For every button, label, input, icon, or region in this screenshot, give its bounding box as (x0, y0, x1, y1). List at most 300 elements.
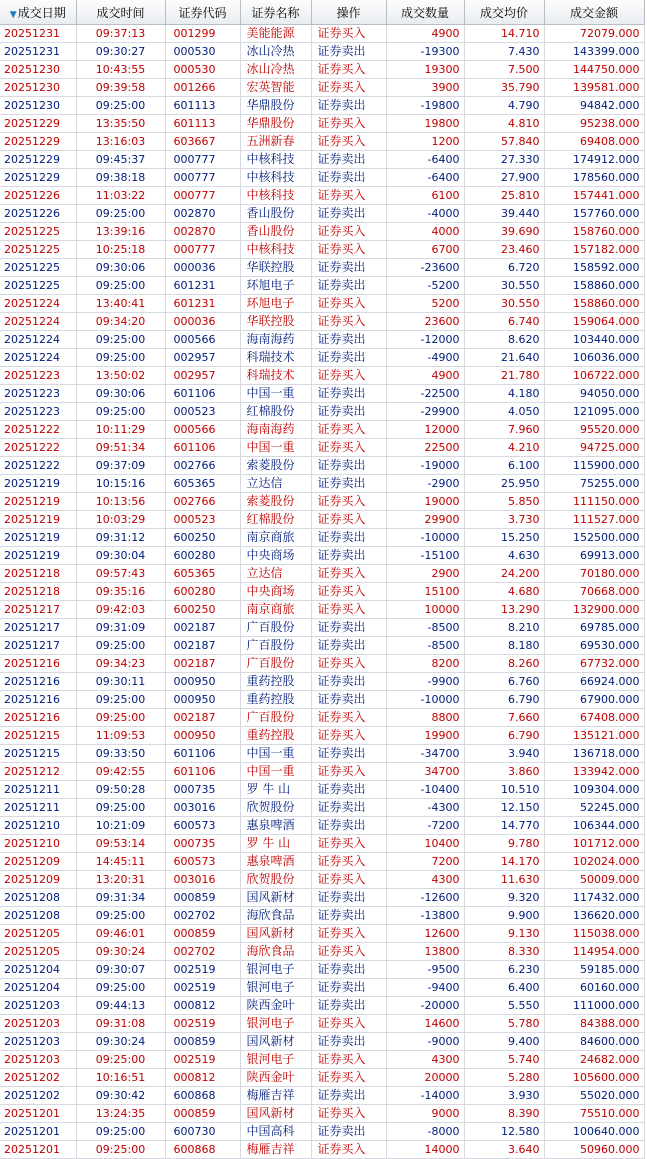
security-code-cell: 000530 (165, 43, 240, 61)
table-row[interactable] (0, 817, 644, 835)
security-name-cell: 香山股份 (240, 205, 311, 223)
amount-cell: 132900.000 (544, 601, 644, 619)
trade-date-cell: 20251215 (0, 727, 76, 745)
amount-cell: 121095.000 (544, 403, 644, 421)
quantity-cell: 10400 (386, 835, 464, 853)
trade-date-cell: 20251216 (0, 655, 76, 673)
security-name-cell: 中国一重 (240, 385, 311, 403)
security-name-cell: 广百股份 (240, 637, 311, 655)
avg-price-cell: 35.790 (464, 79, 544, 97)
column-header-security-name[interactable] (240, 0, 311, 25)
security-code-cell: 000812 (165, 997, 240, 1015)
security-code-cell: 002187 (165, 709, 240, 727)
quantity-cell: 12600 (386, 925, 464, 943)
table-row[interactable] (0, 547, 644, 565)
amount-cell: 67732.000 (544, 655, 644, 673)
table-row[interactable] (0, 1051, 644, 1069)
column-header-security-code[interactable] (165, 0, 240, 25)
table-row[interactable] (0, 781, 644, 799)
trade-time-cell: 09:30:07 (76, 961, 165, 979)
amount-cell: 143399.000 (544, 43, 644, 61)
table-row[interactable] (0, 529, 644, 547)
table-row[interactable] (0, 493, 644, 511)
column-header-label: 成交金额 (569, 5, 618, 20)
quantity-cell: -9900 (386, 673, 464, 691)
avg-price-cell: 6.740 (464, 313, 544, 331)
amount-cell: 95238.000 (544, 115, 644, 133)
amount-cell: 178560.000 (544, 169, 644, 187)
table-row[interactable] (0, 961, 644, 979)
table-row[interactable] (0, 655, 644, 673)
avg-price-cell: 4.630 (464, 547, 544, 565)
security-code-cell: 000777 (165, 151, 240, 169)
table-row[interactable] (0, 115, 644, 133)
trade-date-cell: 20251222 (0, 439, 76, 457)
avg-price-cell: 39.690 (464, 223, 544, 241)
table-row[interactable] (0, 367, 644, 385)
quantity-cell: -23600 (386, 259, 464, 277)
table-row[interactable] (0, 61, 644, 79)
column-header-avg-price[interactable] (464, 0, 544, 25)
trade-time-cell: 09:25:00 (76, 277, 165, 295)
trade-time-cell: 09:30:06 (76, 259, 165, 277)
operation-cell: 证券买入 (311, 493, 386, 511)
trade-time-cell: 09:25:00 (76, 97, 165, 115)
table-row[interactable] (0, 439, 644, 457)
operation-cell: 证券卖出 (311, 637, 386, 655)
column-header-operation[interactable] (311, 0, 386, 25)
quantity-cell: 6100 (386, 187, 464, 205)
quantity-cell: -8500 (386, 637, 464, 655)
amount-cell: 106036.000 (544, 349, 644, 367)
operation-cell: 证券买入 (311, 61, 386, 79)
security-code-cell: 000735 (165, 835, 240, 853)
security-name-cell: 红棉股份 (240, 403, 311, 421)
table-row[interactable] (0, 1105, 644, 1123)
quantity-cell: -5200 (386, 277, 464, 295)
quantity-cell: -6400 (386, 151, 464, 169)
trade-date-cell: 20251231 (0, 25, 76, 43)
amount-cell: 115038.000 (544, 925, 644, 943)
trade-time-cell: 09:25:00 (76, 403, 165, 421)
trade-time-cell: 09:25:00 (76, 709, 165, 727)
quantity-cell: 1200 (386, 133, 464, 151)
trade-time-cell: 09:42:03 (76, 601, 165, 619)
amount-cell: 139581.000 (544, 79, 644, 97)
avg-price-cell: 25.810 (464, 187, 544, 205)
avg-price-cell: 25.950 (464, 475, 544, 493)
avg-price-cell: 4.050 (464, 403, 544, 421)
trade-date-cell: 20251226 (0, 187, 76, 205)
operation-cell: 证券卖出 (311, 1087, 386, 1105)
trade-date-cell: 20251215 (0, 745, 76, 763)
amount-cell: 50009.000 (544, 871, 644, 889)
operation-cell: 证券买入 (311, 115, 386, 133)
table-row[interactable] (0, 313, 644, 331)
amount-cell: 67900.000 (544, 691, 644, 709)
avg-price-cell: 14.170 (464, 853, 544, 871)
quantity-cell: -10000 (386, 529, 464, 547)
operation-cell: 证券卖出 (311, 457, 386, 475)
table-row[interactable] (0, 673, 644, 691)
column-header-amount[interactable] (544, 0, 644, 25)
trade-date-cell: 20251208 (0, 907, 76, 925)
amount-cell: 59185.000 (544, 961, 644, 979)
table-row[interactable] (0, 997, 644, 1015)
quantity-cell: 22500 (386, 439, 464, 457)
table-row[interactable] (0, 1123, 644, 1141)
amount-cell: 94050.000 (544, 385, 644, 403)
avg-price-cell: 7.430 (464, 43, 544, 61)
security-code-cell: 002187 (165, 655, 240, 673)
quantity-cell: 4900 (386, 25, 464, 43)
trade-date-cell: 20251205 (0, 943, 76, 961)
avg-price-cell: 4.210 (464, 439, 544, 457)
trade-time-cell: 09:53:14 (76, 835, 165, 853)
avg-price-cell: 4.680 (464, 583, 544, 601)
security-name-cell: 惠泉啤酒 (240, 817, 311, 835)
security-name-cell: 重药控股 (240, 727, 311, 745)
security-name-cell: 陕西金叶 (240, 1069, 311, 1087)
table-row[interactable] (0, 133, 644, 151)
table-row[interactable] (0, 565, 644, 583)
security-code-cell: 000859 (165, 889, 240, 907)
amount-cell: 117432.000 (544, 889, 644, 907)
table-row[interactable] (0, 601, 644, 619)
operation-cell: 证券卖出 (311, 331, 386, 349)
trade-date-cell: 20251229 (0, 115, 76, 133)
avg-price-cell: 6.760 (464, 673, 544, 691)
quantity-cell: -19300 (386, 43, 464, 61)
amount-cell: 24682.000 (544, 1051, 644, 1069)
table-row[interactable] (0, 79, 644, 97)
amount-cell: 111150.000 (544, 493, 644, 511)
security-code-cell: 000950 (165, 727, 240, 745)
security-code-cell: 605365 (165, 565, 240, 583)
table-row[interactable] (0, 385, 644, 403)
table-row[interactable] (0, 169, 644, 187)
operation-cell: 证券买入 (311, 511, 386, 529)
quantity-cell: 14600 (386, 1015, 464, 1033)
operation-cell: 证券买入 (311, 187, 386, 205)
trade-time-cell: 10:11:29 (76, 421, 165, 439)
table-body (0, 25, 644, 1159)
table-row[interactable] (0, 223, 644, 241)
table-row[interactable] (0, 871, 644, 889)
table-row[interactable] (0, 637, 644, 655)
avg-price-cell: 30.550 (464, 277, 544, 295)
trade-date-cell: 20251203 (0, 997, 76, 1015)
quantity-cell: -22500 (386, 385, 464, 403)
avg-price-cell: 9.400 (464, 1033, 544, 1051)
table-row[interactable] (0, 475, 644, 493)
quantity-cell: -29900 (386, 403, 464, 421)
table-row[interactable] (0, 943, 644, 961)
trade-time-cell: 09:30:04 (76, 547, 165, 565)
trade-time-cell: 09:46:01 (76, 925, 165, 943)
table-row[interactable] (0, 97, 644, 115)
column-header-trade-time[interactable] (76, 0, 165, 25)
quantity-cell: 9000 (386, 1105, 464, 1123)
amount-cell: 70180.000 (544, 565, 644, 583)
security-name-cell: 银河电子 (240, 1015, 311, 1033)
table-row[interactable] (0, 421, 644, 439)
table-row[interactable] (0, 403, 644, 421)
trade-date-cell: 20251230 (0, 79, 76, 97)
operation-cell: 证券卖出 (311, 673, 386, 691)
trade-date-cell: 20251202 (0, 1087, 76, 1105)
table-row[interactable] (0, 799, 644, 817)
trade-date-cell: 20251211 (0, 781, 76, 799)
security-name-cell: 冰山冷热 (240, 43, 311, 61)
avg-price-cell: 8.210 (464, 619, 544, 637)
trade-date-cell: 20251210 (0, 817, 76, 835)
trade-time-cell: 09:30:42 (76, 1087, 165, 1105)
trade-date-cell: 20251229 (0, 133, 76, 151)
avg-price-cell: 8.330 (464, 943, 544, 961)
trade-time-cell: 10:03:29 (76, 511, 165, 529)
operation-cell: 证券买入 (311, 1069, 386, 1087)
trade-time-cell: 09:44:13 (76, 997, 165, 1015)
avg-price-cell: 8.620 (464, 331, 544, 349)
amount-cell: 158860.000 (544, 277, 644, 295)
security-code-cell: 002702 (165, 907, 240, 925)
avg-price-cell: 15.250 (464, 529, 544, 547)
table-row[interactable] (0, 259, 644, 277)
trade-time-cell: 09:30:06 (76, 385, 165, 403)
table-row[interactable] (0, 43, 644, 61)
avg-price-cell: 39.440 (464, 205, 544, 223)
table-row[interactable] (0, 889, 644, 907)
amount-cell: 84388.000 (544, 1015, 644, 1033)
trade-date-cell: 20251225 (0, 241, 76, 259)
quantity-cell: 34700 (386, 763, 464, 781)
security-name-cell: 重药控股 (240, 673, 311, 691)
operation-cell: 证券卖出 (311, 547, 386, 565)
avg-price-cell: 5.550 (464, 997, 544, 1015)
table-row[interactable] (0, 1033, 644, 1051)
security-name-cell: 科瑞技术 (240, 349, 311, 367)
operation-cell: 证券买入 (311, 871, 386, 889)
trade-time-cell: 11:09:53 (76, 727, 165, 745)
security-code-cell: 002187 (165, 637, 240, 655)
quantity-cell: 2900 (386, 565, 464, 583)
security-code-cell: 001299 (165, 25, 240, 43)
column-header-quantity[interactable] (386, 0, 464, 25)
trade-date-cell: 20251225 (0, 277, 76, 295)
security-code-cell: 601231 (165, 295, 240, 313)
security-code-cell: 002957 (165, 349, 240, 367)
amount-cell: 158860.000 (544, 295, 644, 313)
table-row[interactable] (0, 331, 644, 349)
avg-price-cell: 6.790 (464, 727, 544, 745)
security-code-cell: 601106 (165, 385, 240, 403)
quantity-cell: 7200 (386, 853, 464, 871)
table-row[interactable] (0, 1069, 644, 1087)
trade-time-cell: 09:25:00 (76, 799, 165, 817)
trade-date-cell: 20251218 (0, 583, 76, 601)
security-name-cell: 中国一重 (240, 763, 311, 781)
table-row[interactable] (0, 241, 644, 259)
security-name-cell: 香山股份 (240, 223, 311, 241)
quantity-cell: -13800 (386, 907, 464, 925)
avg-price-cell: 9.900 (464, 907, 544, 925)
security-name-cell: 冰山冷热 (240, 61, 311, 79)
security-name-cell: 南京商旅 (240, 529, 311, 547)
security-code-cell: 000777 (165, 169, 240, 187)
operation-cell: 证券卖出 (311, 691, 386, 709)
operation-cell: 证券卖出 (311, 1123, 386, 1141)
trade-date-cell: 20251208 (0, 889, 76, 907)
trade-date-cell: 20251224 (0, 295, 76, 313)
security-name-cell: 中国高科 (240, 1123, 311, 1141)
security-code-cell: 002519 (165, 961, 240, 979)
table-row[interactable] (0, 727, 644, 745)
amount-cell: 69530.000 (544, 637, 644, 655)
security-name-cell: 华联控股 (240, 259, 311, 277)
table-row[interactable] (0, 709, 644, 727)
table-row[interactable] (0, 187, 644, 205)
operation-cell: 证券买入 (311, 367, 386, 385)
table-row[interactable] (0, 1141, 644, 1159)
table-row[interactable] (0, 583, 644, 601)
table-row[interactable] (0, 619, 644, 637)
security-name-cell: 中央商场 (240, 547, 311, 565)
amount-cell: 136718.000 (544, 745, 644, 763)
trade-time-cell: 09:30:27 (76, 43, 165, 61)
table-row[interactable] (0, 763, 644, 781)
security-code-cell: 003016 (165, 799, 240, 817)
table-row[interactable] (0, 277, 644, 295)
operation-cell: 证券卖出 (311, 151, 386, 169)
trade-time-cell: 09:30:24 (76, 1033, 165, 1051)
trade-time-cell: 10:15:16 (76, 475, 165, 493)
amount-cell: 67408.000 (544, 709, 644, 727)
quantity-cell: -20000 (386, 997, 464, 1015)
quantity-cell: -2900 (386, 475, 464, 493)
amount-cell: 174912.000 (544, 151, 644, 169)
trade-date-cell: 20251224 (0, 331, 76, 349)
amount-cell: 55020.000 (544, 1087, 644, 1105)
trade-time-cell: 09:35:16 (76, 583, 165, 601)
operation-cell: 证券买入 (311, 943, 386, 961)
security-code-cell: 000950 (165, 691, 240, 709)
trade-date-cell: 20251201 (0, 1123, 76, 1141)
table-row[interactable] (0, 349, 644, 367)
security-code-cell: 002766 (165, 493, 240, 511)
operation-cell: 证券买入 (311, 709, 386, 727)
quantity-cell: -9400 (386, 979, 464, 997)
operation-cell: 证券卖出 (311, 259, 386, 277)
security-name-cell: 五洲新春 (240, 133, 311, 151)
operation-cell: 证券买入 (311, 313, 386, 331)
quantity-cell: -10400 (386, 781, 464, 799)
security-code-cell: 000777 (165, 187, 240, 205)
table-row[interactable] (0, 925, 644, 943)
table-row[interactable] (0, 835, 644, 853)
quantity-cell: -4000 (386, 205, 464, 223)
quantity-cell: -19000 (386, 457, 464, 475)
amount-cell: 72079.000 (544, 25, 644, 43)
table-row[interactable] (0, 1087, 644, 1105)
table-row[interactable] (0, 295, 644, 313)
table-row[interactable] (0, 691, 644, 709)
table-row[interactable] (0, 205, 644, 223)
table-row[interactable] (0, 853, 644, 871)
column-header-trade-date[interactable] (0, 0, 76, 25)
security-name-cell: 中核科技 (240, 241, 311, 259)
quantity-cell: -19800 (386, 97, 464, 115)
table-row[interactable] (0, 1015, 644, 1033)
quantity-cell: -12600 (386, 889, 464, 907)
trade-time-cell: 10:13:56 (76, 493, 165, 511)
trade-date-cell: 20251211 (0, 799, 76, 817)
avg-price-cell: 5.850 (464, 493, 544, 511)
trade-date-cell: 20251205 (0, 925, 76, 943)
avg-price-cell: 8.180 (464, 637, 544, 655)
security-code-cell: 603667 (165, 133, 240, 151)
security-name-cell: 罗 牛 山 (240, 781, 311, 799)
amount-cell: 94725.000 (544, 439, 644, 457)
security-code-cell: 600573 (165, 853, 240, 871)
table-row[interactable] (0, 979, 644, 997)
amount-cell: 102024.000 (544, 853, 644, 871)
avg-price-cell: 21.640 (464, 349, 544, 367)
amount-cell: 135121.000 (544, 727, 644, 745)
table-row[interactable] (0, 151, 644, 169)
operation-cell: 证券卖出 (311, 385, 386, 403)
avg-price-cell: 4.790 (464, 97, 544, 115)
security-code-cell: 600868 (165, 1087, 240, 1105)
operation-cell: 证券买入 (311, 439, 386, 457)
table-row[interactable] (0, 511, 644, 529)
operation-cell: 证券卖出 (311, 781, 386, 799)
operation-cell: 证券买入 (311, 763, 386, 781)
quantity-cell: 3900 (386, 79, 464, 97)
quantity-cell: 8200 (386, 655, 464, 673)
security-code-cell: 002519 (165, 1015, 240, 1033)
security-code-cell: 601106 (165, 763, 240, 781)
table-row[interactable] (0, 457, 644, 475)
operation-cell: 证券卖出 (311, 277, 386, 295)
security-name-cell: 海南海药 (240, 421, 311, 439)
security-code-cell: 000566 (165, 421, 240, 439)
amount-cell: 69913.000 (544, 547, 644, 565)
table-row[interactable] (0, 745, 644, 763)
amount-cell: 152500.000 (544, 529, 644, 547)
trade-time-cell: 10:43:55 (76, 61, 165, 79)
security-code-cell: 000812 (165, 1069, 240, 1087)
amount-cell: 111000.000 (544, 997, 644, 1015)
column-header-label: 成交日期 (17, 5, 66, 20)
trade-time-cell: 09:30:24 (76, 943, 165, 961)
trade-date-cell: 20251216 (0, 673, 76, 691)
trade-time-cell: 09:25:00 (76, 979, 165, 997)
operation-cell: 证券卖出 (311, 169, 386, 187)
security-name-cell: 环旭电子 (240, 295, 311, 313)
table-row[interactable] (0, 25, 644, 43)
operation-cell: 证券买入 (311, 925, 386, 943)
trade-date-cell: 20251229 (0, 151, 76, 169)
amount-cell: 60160.000 (544, 979, 644, 997)
quantity-cell: -8000 (386, 1123, 464, 1141)
avg-price-cell: 24.200 (464, 565, 544, 583)
operation-cell: 证券卖出 (311, 403, 386, 421)
security-name-cell: 中国一重 (240, 439, 311, 457)
column-header-label: 成交时间 (96, 5, 145, 20)
table-row[interactable] (0, 907, 644, 925)
avg-price-cell: 10.510 (464, 781, 544, 799)
